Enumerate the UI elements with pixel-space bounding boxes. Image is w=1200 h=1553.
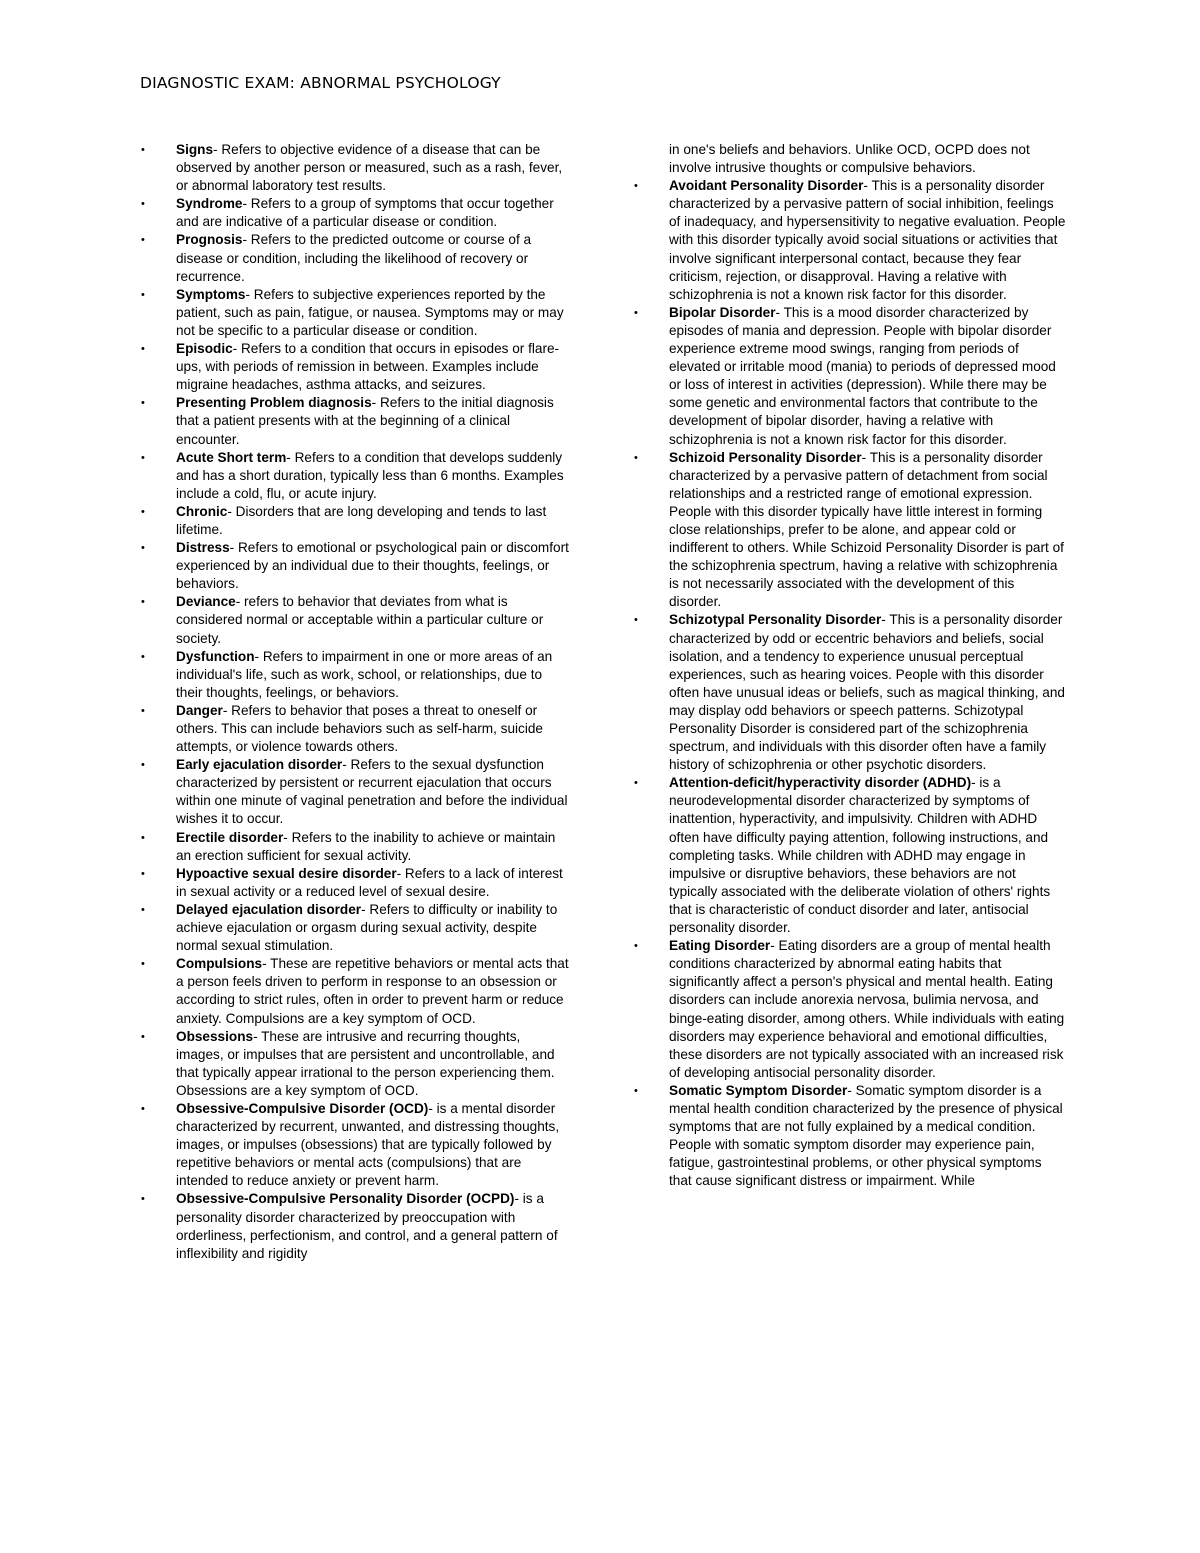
bullet-icon: •: [141, 288, 145, 301]
term: Presenting Problem diagnosis: [176, 395, 372, 411]
list-item: [141, 1100, 571, 1190]
definition: - Refers to difficulty or inability to achieve ejaculation or orgasm during sexual activity, despite normal sexual stimulation.: [176, 901, 558, 954]
continuation-text: in one's beliefs and behaviors. Unlike OCD, OCPD does not involve intrusive thoughts or compulsive behaviors.: [669, 142, 1030, 176]
term: Prognosis: [176, 232, 243, 248]
term: Signs: [176, 142, 214, 157]
term: Bipolar Disorder: [669, 304, 776, 320]
term: Deviance: [176, 594, 236, 610]
term: Dysfunction: [176, 648, 255, 664]
list-item: [634, 177, 1066, 304]
definition: - This is a personality disorder characterized by odd or eccentric behaviors and beliefs, social isolation, and a tendency to experience unusual perceptual experiences, such as hearing voices. People with this disorder often have unusual ideas or beliefs, such as magical thinking, and may display odd behaviors or speech patterns. Schizotypal Personality Disorder is considered part of the schizophrenia spectrum, and individuals with this disorder often have a family history of schizophrenia or other psychotic disorders.: [669, 612, 1065, 773]
list-item: [141, 340, 571, 394]
list-item: [141, 231, 571, 285]
definition: - Refers to a lack of interest in sexual activity or a reduced level of sexual desire.: [176, 865, 563, 899]
term: Early ejaculation disorder: [176, 757, 343, 773]
definition: - Refers to subjective experiences reported by the patient, such as pain, fatigue, or nausea. Symptoms may or may not be specific to a particular disease or condition.: [176, 286, 564, 338]
definition: - is a neurodevelopmental disorder characterized by symptoms of inattention, hyperactivity, and impulsivity. Children with ADHD often have difficulty paying attention, following instructions, and completing tasks. While children with ADHD may engage in impulsive or disruptive behaviors, these behaviors are not typically associated with the deliberate violation of others' rights that is characteristic of conduct disorder and later, antisocial personality disorder.: [669, 775, 1051, 936]
definition: - Refers to the predicted outcome or course of a disease or condition, including the likelihood of recovery or recurrence.: [176, 232, 532, 284]
term: Obsessive-Compulsive Personality Disorder (OCPD): [176, 1191, 515, 1207]
bullet-icon: •: [634, 451, 638, 464]
list-item: [141, 286, 571, 340]
bullet-icon: •: [634, 1084, 638, 1097]
term: Distress: [176, 540, 230, 556]
term: Somatic Symptom Disorder: [669, 1082, 848, 1098]
term: Hypoactive sexual desire disorder: [176, 865, 397, 881]
list-item: [141, 829, 571, 865]
term: Symptoms: [176, 286, 246, 302]
list-item: [141, 955, 571, 1027]
definition: - This is a personality disorder characterized by a pervasive pattern of social inhibition, feelings of inadequacy, and hypersensitivity to negative evaluation. People with this disorder typically avoid social situations or activities that involve significant interpersonal contact, because they fear criticism, rejection, or disapproval. Having a relative with schizophrenia is not a known risk factor for this disorder.: [669, 178, 1066, 302]
list-item: [141, 1028, 571, 1100]
definition: - Refers to a condition that occurs in episodes or flare-ups, with periods of remission in between. Examples include migraine headaches, asthma attacks, and seizures.: [176, 341, 560, 393]
list-item: [634, 304, 1066, 449]
bullet-icon: •: [141, 831, 145, 844]
definition: - is a personality disorder characterized by preoccupation with orderliness, perfectionism, and control, and a general pattern of inflexibility and rigidity: [176, 1191, 558, 1261]
bullet-icon: •: [141, 343, 145, 356]
bullet-icon: •: [141, 596, 145, 609]
bullet-icon: •: [141, 903, 145, 916]
list-item: [634, 1082, 1066, 1191]
list-item: [634, 774, 1066, 937]
term: Acute Short term: [176, 449, 287, 465]
bullet-icon: •: [634, 614, 638, 627]
definition: - Refers to the initial diagnosis that a patient presents with at the beginning of a clinical encounter.: [176, 395, 554, 447]
definition: - Refers to impairment in one or more areas of an individual's life, such as work, school, or relationships, due to their thoughts, feelings, or behaviors.: [176, 648, 553, 700]
term: Chronic: [176, 503, 228, 519]
definition: - Refers to objective evidence of a disease that can be observed by another person or measured, such as a rash, fever, or abnormal laboratory test results.: [176, 142, 563, 194]
definition: - These are intrusive and recurring thoughts, images, or impulses that are persistent and uncontrollable, and that typically appear irrational to the person experiencing them. Obsessions are a key symptom of OCD.: [176, 1028, 555, 1098]
term: Compulsions: [176, 956, 263, 972]
definition: - Refers to emotional or psychological pain or discomfort experienced by an individual due to their thoughts, feelings, or behaviors.: [176, 540, 569, 592]
definition: - This is a mood disorder characterized by episodes of mania and depression. People with bipolar disorder experience extreme mood swings, ranging from periods of elevated or irritable mood (mania) to periods of depressed mood or loss of interest in activities (depression). While there may be some genetic and environmental factors that contribute to the development of bipolar disorder, having a relative with schizophrenia is not a known risk factor for this disorder.: [669, 304, 1056, 447]
bullet-icon: •: [141, 1102, 145, 1115]
bullet-icon: •: [634, 940, 638, 953]
right-column: [634, 141, 1066, 1190]
term: Schizotypal Personality Disorder: [669, 612, 882, 628]
bullet-icon: •: [141, 1193, 145, 1206]
list-item: [141, 394, 571, 448]
bullet-icon: •: [141, 958, 145, 971]
bullet-icon: •: [634, 180, 638, 193]
page-title: DIAGNOSTIC EXAM: ABNORMAL PSYCHOLOGY: [140, 74, 501, 92]
definition: - Disorders that are long developing and tends to last lifetime.: [176, 503, 547, 537]
bullet-icon: •: [141, 505, 145, 518]
term: Danger: [176, 702, 223, 718]
list-item: [141, 503, 571, 539]
list-item: [141, 195, 571, 231]
term: Obsessive-Compulsive Disorder (OCD): [176, 1100, 429, 1116]
term: Eating Disorder: [669, 938, 771, 954]
bullet-icon: •: [141, 867, 145, 880]
bullet-icon: •: [141, 650, 145, 663]
bullet-icon: •: [141, 198, 145, 211]
list-item: [141, 1190, 571, 1262]
definition: - This is a personality disorder characterized by a pervasive pattern of detachment from social relationships and a restricted range of emotional expression. People with this disorder typically have little interest in forming close relationships, prefer to be alone, and appear cold or indifferent to others. While Schizoid Personality Disorder is part of the schizophrenia spectrum, having a relative with schizophrenia is not necessarily associated with the development of this disorder.: [669, 449, 1064, 610]
bullet-icon: •: [141, 704, 145, 717]
bullet-icon: •: [141, 234, 145, 247]
bullet-icon: •: [141, 1030, 145, 1043]
list-item: [141, 593, 571, 647]
list-item: [141, 901, 571, 955]
left-column: [141, 141, 571, 1263]
list-item: [141, 702, 571, 756]
definition: - Eating disorders are a group of mental health conditions characterized by abnormal eating habits that significantly affect a person's physical and mental health. Eating disorders can include anorexia nervosa, bulimia nervosa, and binge-eating disorder, among others. While individuals with eating disorders may experience behavioral and emotional difficulties, these disorders are not typically associated with an increased risk of developing antisocial personality disorder.: [669, 938, 1065, 1080]
list-item: [141, 449, 571, 503]
definition: - refers to behavior that deviates from what is considered normal or acceptable within a particular culture or society.: [176, 594, 544, 646]
bullet-icon: •: [141, 451, 145, 464]
list-item: [634, 937, 1066, 1082]
definition: - Refers to the inability to achieve or maintain an erection sufficient for sexual activity.: [176, 829, 556, 863]
bullet-icon: •: [141, 542, 145, 555]
list-item: [634, 449, 1066, 612]
term: Schizoid Personality Disorder: [669, 449, 862, 465]
definition: - Refers to the sexual dysfunction characterized by persistent or recurrent ejaculation that occurs within one minute of vaginal penetration and before the individual wishes it to occur.: [176, 757, 568, 827]
term: Erectile disorder: [176, 829, 284, 845]
definition: - Refers to a group of symptoms that occur together and are indicative of a particular disease or condition.: [176, 196, 554, 230]
bullet-icon: •: [634, 306, 638, 319]
list-item: [141, 539, 571, 593]
definition: - These are repetitive behaviors or mental acts that a person feels driven to perform in response to an obsession or according to strict rules, often in order to prevent harm or reduce anxiety. Compulsions are a key symptom of OCD.: [176, 956, 569, 1026]
term: Avoidant Personality Disorder: [669, 178, 864, 194]
bullet-icon: •: [141, 397, 145, 410]
definition: - Refers to a condition that develops suddenly and has a short duration, typically less than 6 months. Examples include a cold, flu, or acute injury.: [176, 449, 564, 501]
term: Obsessions: [176, 1028, 254, 1044]
term: Syndrome: [176, 196, 243, 212]
list-item: [634, 611, 1066, 774]
bullet-icon: •: [141, 144, 145, 156]
term: Episodic: [176, 341, 233, 357]
bullet-icon: •: [634, 777, 638, 790]
term: Delayed ejaculation disorder: [176, 901, 362, 917]
bullet-icon: •: [141, 759, 145, 772]
list-item: [141, 141, 571, 195]
definition: - Somatic symptom disorder is a mental health condition characterized by the presence of physical symptoms that are not fully explained by a medical condition. People with somatic symptom disorder may experience pain, fatigue, gastrointestinal problems, or other physical symptoms that cause significant distress or impairment. While: [669, 1082, 1063, 1189]
term: Attention-deficit/hyperactivity disorder (ADHD): [669, 775, 972, 791]
definition: - Refers to behavior that poses a threat to oneself or others. This can include behaviors such as self-harm, suicide attempts, or violence towards others.: [176, 702, 543, 755]
list-item: [141, 756, 571, 828]
list-item: [141, 865, 571, 901]
definition: - is a mental disorder characterized by recurrent, unwanted, and distressing thoughts, images, or impulses (obsessions) that are typically followed by repetitive behaviors or mental acts (compulsions) that are intended to reduce anxiety or prevent harm.: [176, 1100, 560, 1189]
list-item: [141, 648, 571, 702]
